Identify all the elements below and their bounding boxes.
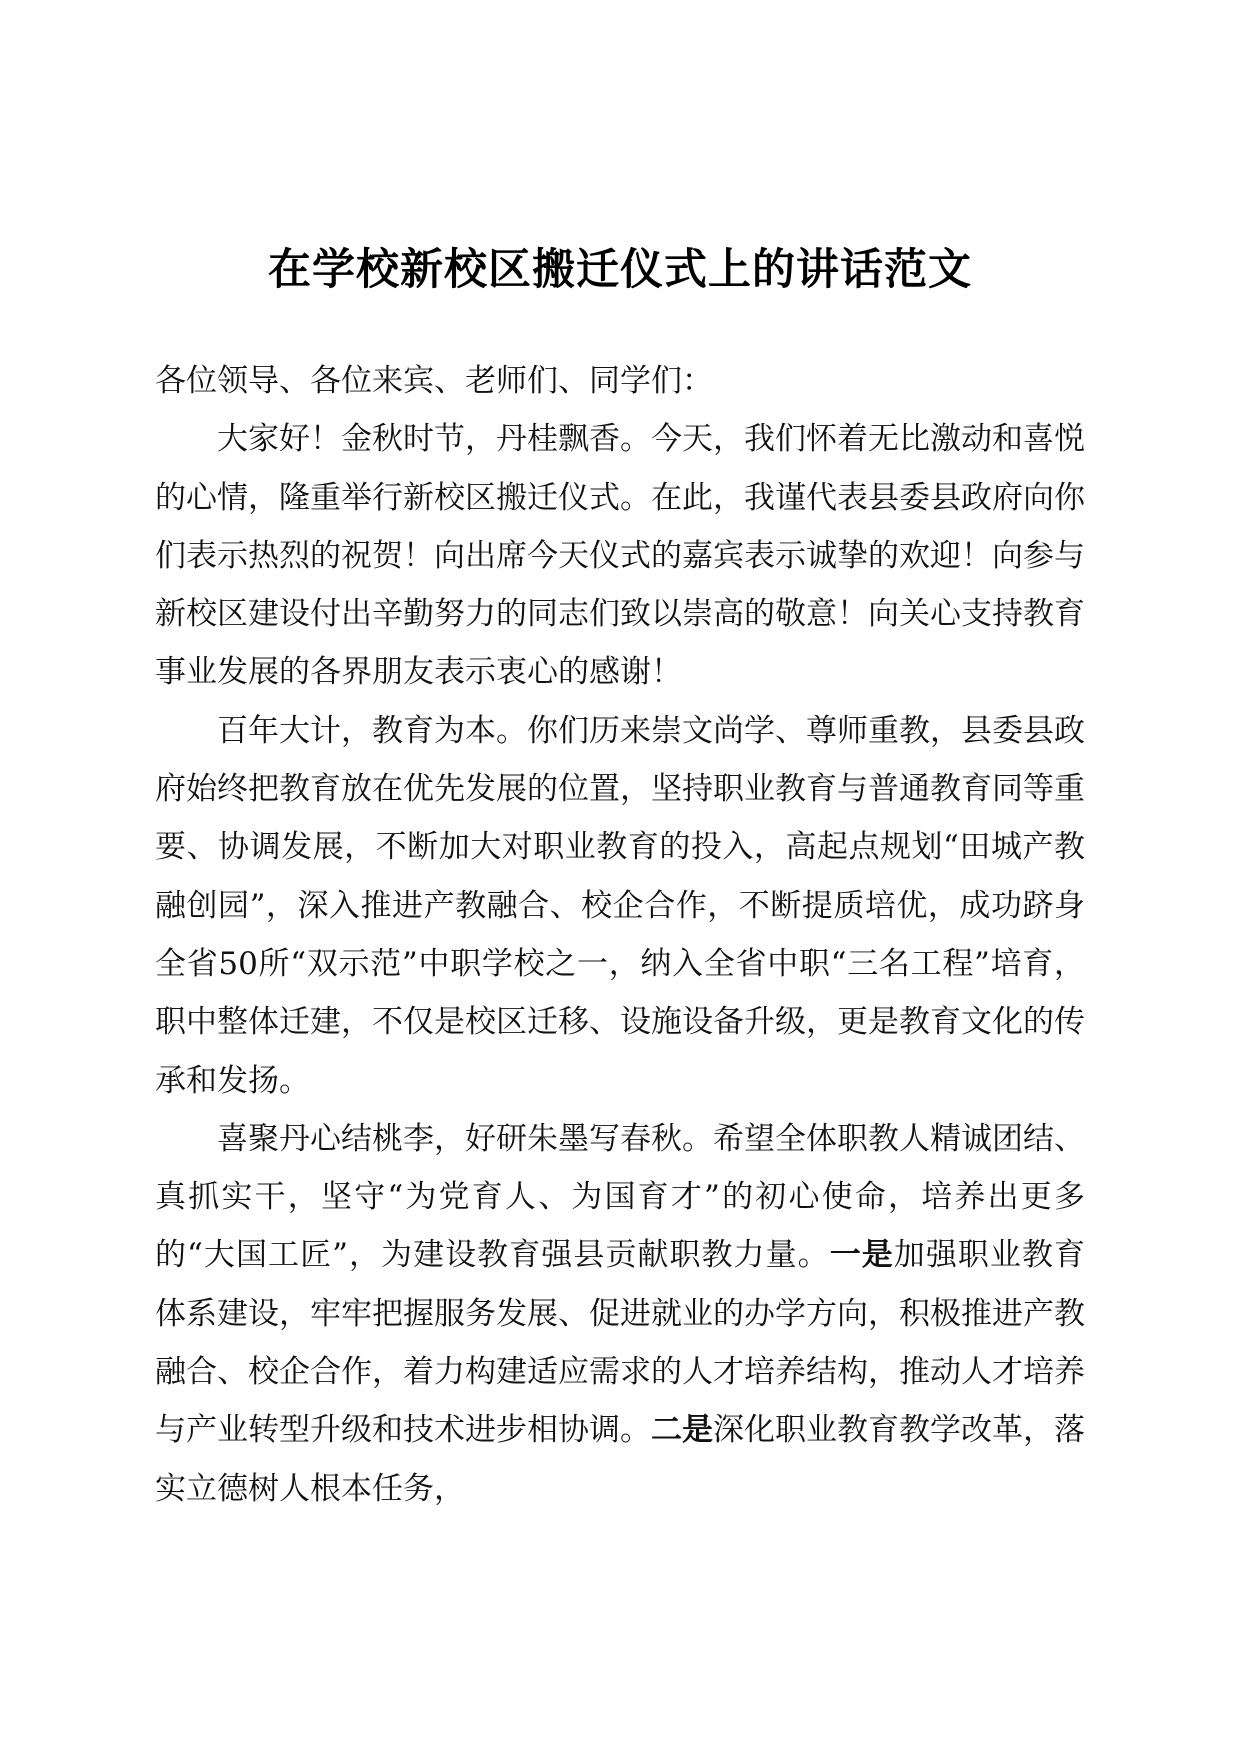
paragraph-education: 百年大计，教育为本。你们历来崇文尚学、尊师重教，县委县政府始终把教育放在优先发展的位置，坚持职业教育与普通教育同等重要、协调发展，不断加大对职业教育的投入，高起点规划“田城产教融创园”，深入推进产教融合、校企合作，不断提质培优，成功跻身全省50所“双示范”中职学校之一，纳入全省中职“三名工程”培育，职中整体迁建，不仅是校区迁移、设施设备升级，更是教育文化的传承和发扬。 [155,712,1085,1099]
document-body [155,352,1085,1518]
document-title: 在学校新校区搬迁仪式上的讲话范文 [268,245,972,295]
salutation: 各位领导、各位来宾、老师们、同学们： [155,363,713,399]
point-two-label: 二是 [651,1412,713,1449]
paragraph-hopes-intro: 喜聚丹心结桃李，好研朱墨写春秋。希望全体职教人精诚团结、真抓实干，坚守“为党育人、为国育才”的初心使命，培养出更多的“大国工匠”，为建设教育强县贡献职教力量。 [155,1120,1085,1274]
point-two-text: 深化职业教育教学改革，落实立德树人根本任务， [155,1412,1085,1507]
point-one-text: 加强职业教育体系建设，牢牢把握服务发展、促进就业的办学方向，积极推进产教融合、校企合作，着力构建适应需求的人才培养结构，推动人才培养与产业转型升级和技术进步相协调。 [155,1237,1086,1449]
paragraph-greeting: 大家好！金秋时节，丹桂飘香。今天，我们怀着无比激动和喜悦的心情，隆重举行新校区搬迁仪式。在此，我谨代表县委县政府向你们表示热烈的祝贺！向出席今天仪式的嘉宾表示诚挚的欢迎！向参与新校区建设付出辛勤努力的同志们致以崇高的敬意！向关心支持教育事业发展的各界朋友表示衷心的感谢！ [155,421,1085,691]
point-one-label: 一是 [829,1237,894,1274]
paragraph-hopes [155,1110,1085,1518]
